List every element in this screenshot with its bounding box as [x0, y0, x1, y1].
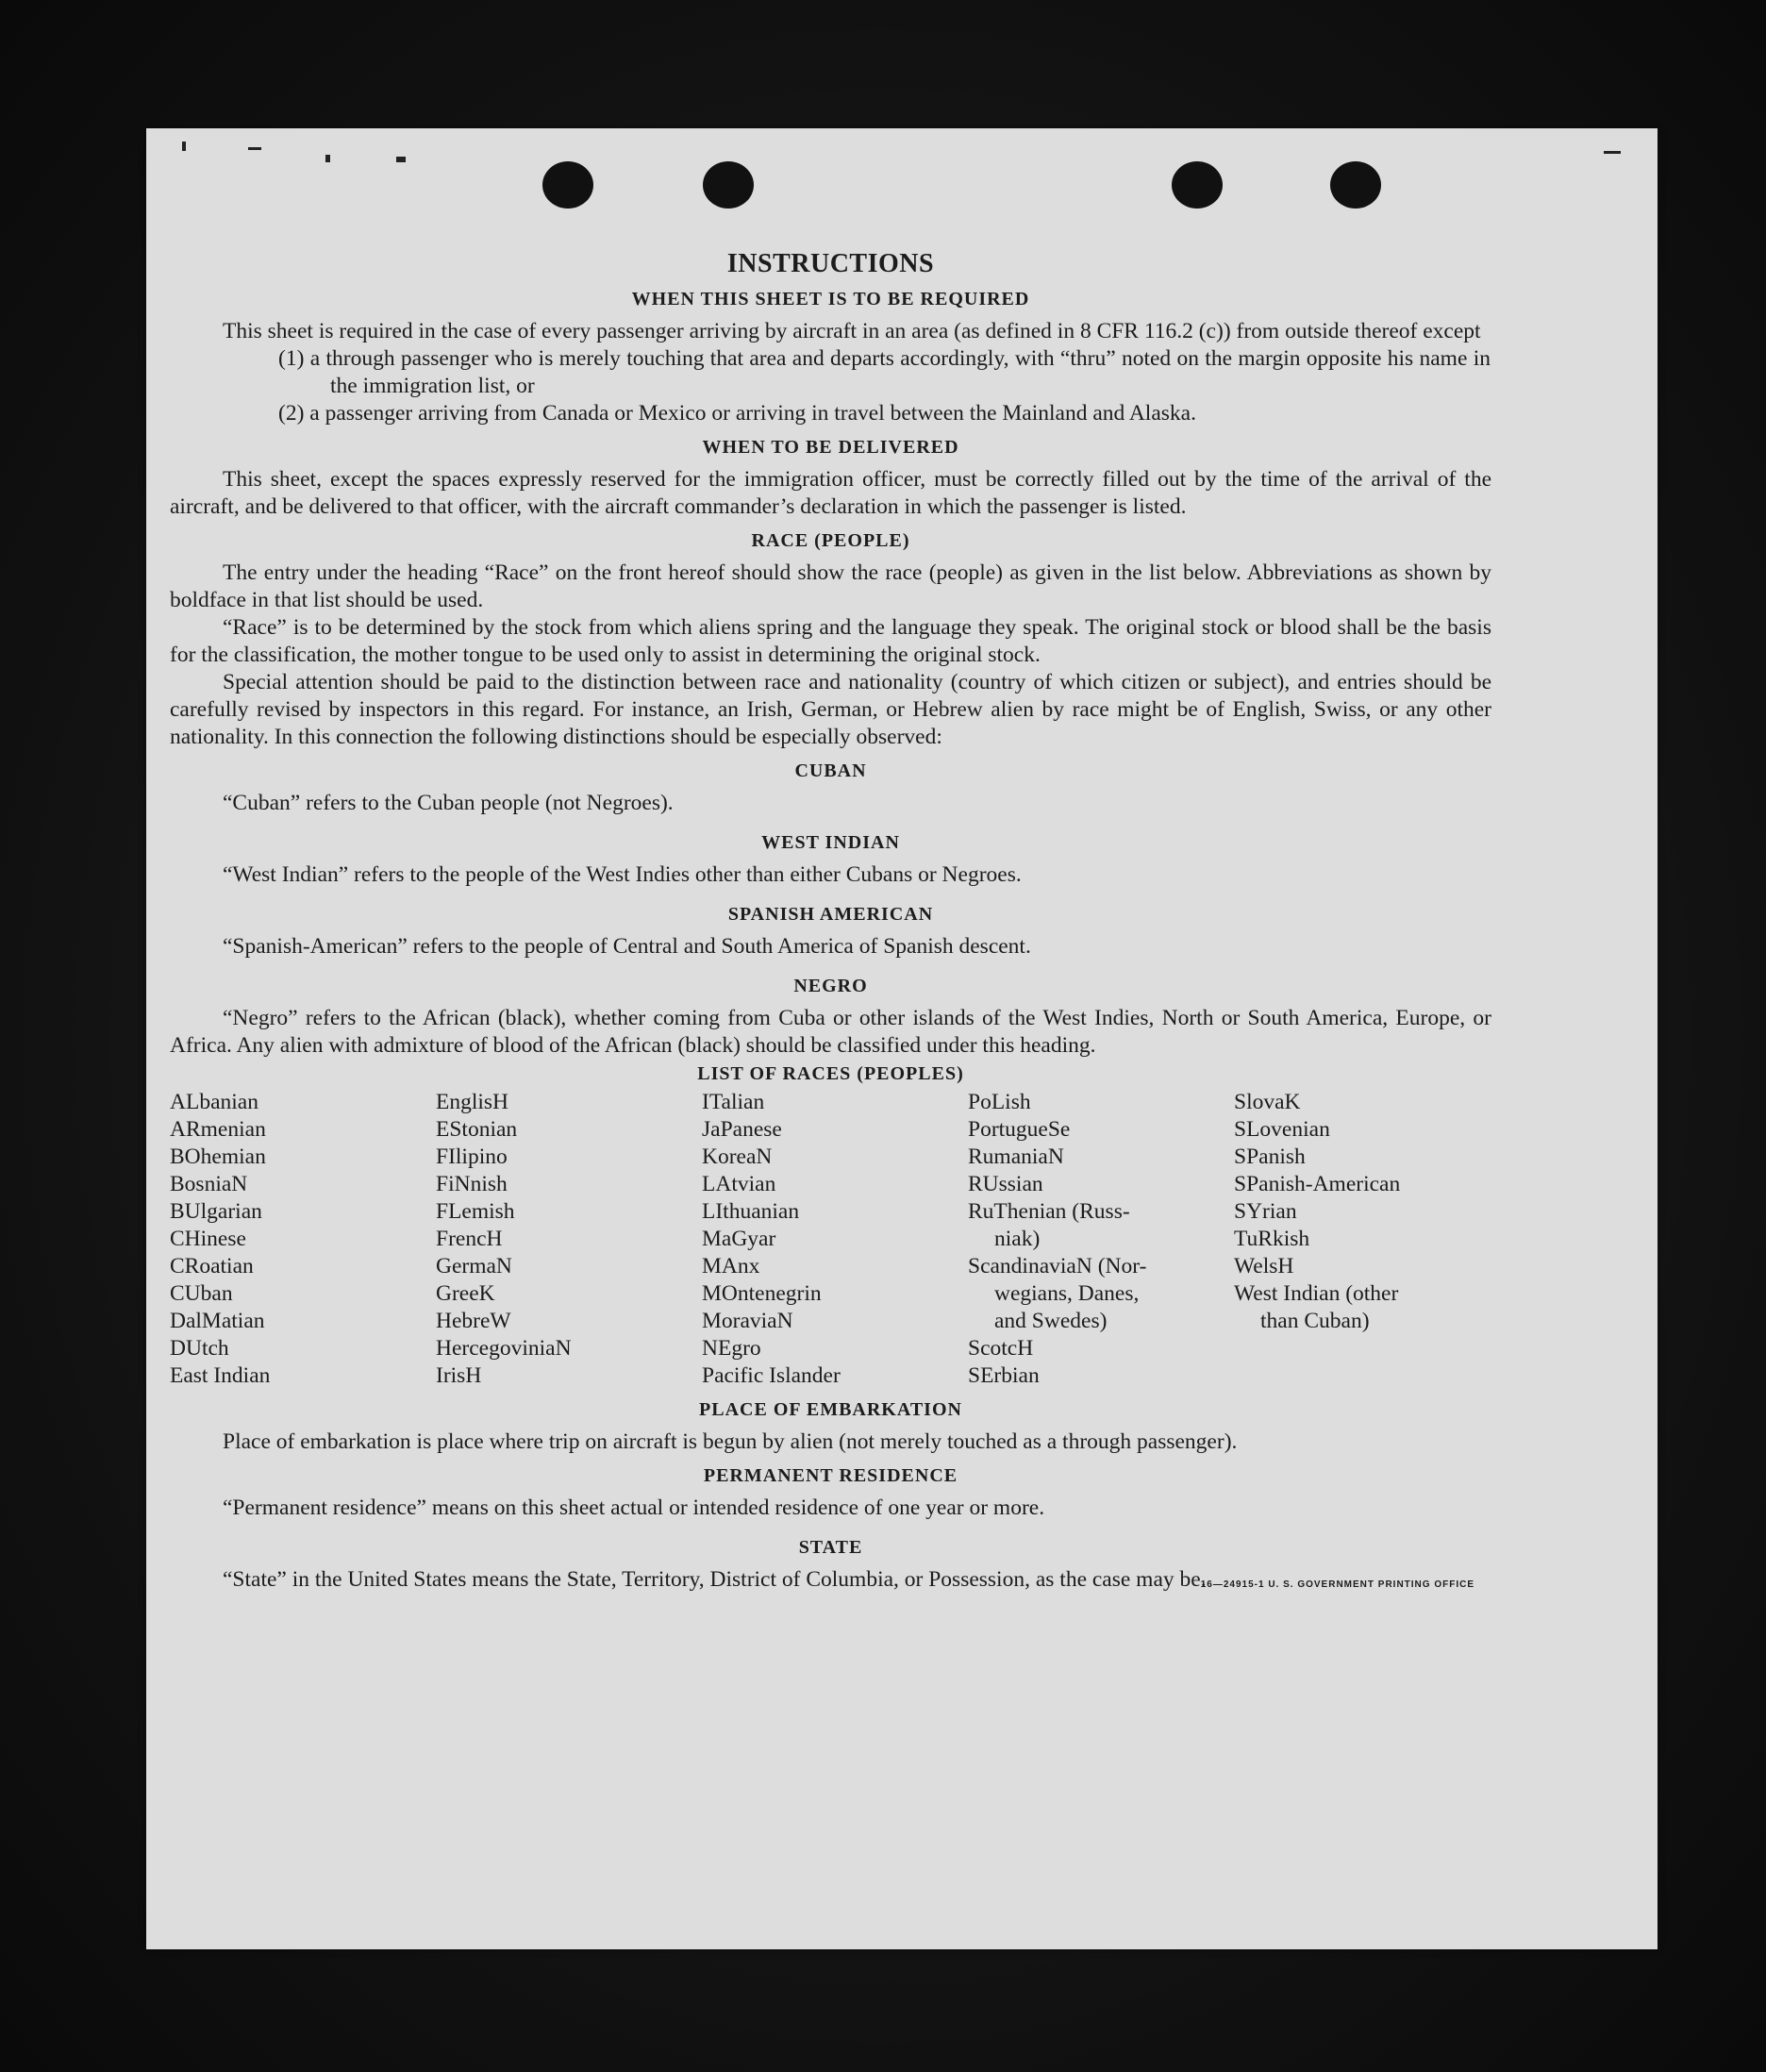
printing-office-imprint: 16—24915-1 U. S. GOVERNMENT PRINTING OFFICE — [1200, 1579, 1474, 1590]
race-entry: WelsH — [1234, 1254, 1294, 1278]
race-entry-continued: wegians, Danes, — [994, 1281, 1140, 1306]
race-entry: FIlipino — [436, 1145, 508, 1169]
dust-speck — [248, 147, 261, 150]
race-entry: SlovaK — [1234, 1090, 1301, 1114]
heading-state: STATE — [798, 1537, 863, 1558]
races-column-5 — [1234, 1089, 1500, 1390]
heading-cuban: CUBAN — [794, 760, 867, 781]
race-entry-continued: niak) — [994, 1227, 1041, 1251]
punch-hole — [1172, 161, 1223, 209]
heading-when-delivered: WHEN TO BE DELIVERED — [702, 437, 959, 458]
race-entry: FrencH — [436, 1227, 503, 1251]
exception-item: (1) a through passenger who is merely touching that area and departs accordingly, with “thru” noted on the margin opposite his name in the immigration list, or — [278, 346, 1491, 398]
race-entry: FiNnish — [436, 1172, 508, 1196]
race-entry: EStonian — [436, 1117, 518, 1142]
heading-list-of-races: LIST OF RACES (PEOPLES) — [697, 1063, 964, 1084]
page-title: INSTRUCTIONS — [726, 249, 935, 278]
race-entry: SYrian — [1234, 1199, 1297, 1224]
instructions-content — [170, 249, 1491, 1594]
race-entry: PoLish — [968, 1090, 1031, 1114]
race-entry: West Indian (other — [1234, 1281, 1399, 1306]
race-entry: KoreaN — [702, 1145, 773, 1169]
race-entry: SPanish — [1234, 1145, 1306, 1169]
heading-negro: NEGRO — [793, 976, 868, 996]
paragraph-when-required: This sheet is required in the case of every passenger arriving by aircraft in an area (as defined in 8 CFR 116.2 (c)) from outside thereof except — [223, 319, 1481, 343]
paragraph-negro: “Negro” refers to the African (black), whether coming from Cuba or other islands of the West Indies, North or South America, Europe, or Africa. Any alien with admixture of blood of the African (black) should be classified under this heading. — [170, 1006, 1491, 1058]
race-entry: FLemish — [436, 1199, 515, 1224]
races-list — [170, 1089, 1500, 1390]
paragraph-west-indian: “West Indian” refers to the people of the West Indies other than either Cubans or Negroes. — [223, 862, 1022, 887]
race-entry: JaPanese — [702, 1117, 782, 1142]
race-entry: MOntenegrin — [702, 1281, 822, 1306]
dust-speck — [325, 155, 330, 162]
race-entry: RumaniaN — [968, 1145, 1064, 1169]
race-entry: NEgro — [702, 1336, 761, 1361]
race-entry: LAtvian — [702, 1172, 776, 1196]
race-entry: MAnx — [702, 1254, 760, 1278]
race-entry: LIthuanian — [702, 1199, 800, 1224]
paragraph-state: “State” in the United States means the State, Territory, District of Columbia, or Possession, as the case may be. — [223, 1567, 1207, 1592]
race-entry: SLovenian — [1234, 1117, 1330, 1142]
race-entry: SErbian — [968, 1363, 1040, 1388]
races-column-1 — [170, 1089, 436, 1390]
race-entry: BUlgarian — [170, 1199, 262, 1224]
heading-west-indian: WEST INDIAN — [761, 832, 900, 853]
dust-speck — [182, 142, 186, 151]
race-entry: MoraviaN — [702, 1309, 793, 1333]
race-entry: EnglisH — [436, 1090, 509, 1114]
punch-hole — [703, 161, 754, 209]
race-entry: CUban — [170, 1281, 233, 1306]
race-entry: GreeK — [436, 1281, 495, 1306]
exception-item: (2) a passenger arriving from Canada or Mexico or arriving in travel between the Mainland and Alaska. — [278, 401, 1196, 426]
race-entry: MaGyar — [702, 1227, 776, 1251]
dust-speck — [1604, 151, 1621, 154]
race-entry: BosniaN — [170, 1172, 248, 1196]
race-entry-continued: than Cuban) — [1260, 1309, 1370, 1333]
paragraph-when-delivered: This sheet, except the spaces expressly reserved for the immigration officer, must be correctly filled out by the time of the arrival of the aircraft, and be delivered to that officer, with the aircraft commander’s declaration in which the passenger is listed. — [170, 467, 1491, 519]
paragraph-permanent-residence: “Permanent residence” means on this sheet actual or intended residence of one year or more. — [223, 1496, 1045, 1520]
race-entry: CRoatian — [170, 1254, 254, 1278]
dust-speck — [396, 157, 406, 162]
race-entry-continued: and Swedes) — [994, 1309, 1108, 1333]
race-entry: ScandinaviaN (Nor- — [968, 1254, 1147, 1278]
heading-race: RACE (PEOPLE) — [751, 530, 910, 551]
race-entry: PortugueSe — [968, 1117, 1071, 1142]
race-entry: ITalian — [702, 1090, 765, 1114]
races-column-3 — [702, 1089, 968, 1390]
race-entry: GermaN — [436, 1254, 512, 1278]
heading-permanent-residence: PERMANENT RESIDENCE — [703, 1465, 958, 1486]
race-entry: IrisH — [436, 1363, 482, 1388]
paragraph-race-1: The entry under the heading “Race” on the front hereof should show the race (people) as given in the list below. Abbreviations as shown by boldface in that list should be used. — [170, 560, 1491, 612]
race-entry: East Indian — [170, 1363, 271, 1388]
race-entry: ALbanian — [170, 1090, 258, 1114]
heading-spanish-american: SPANISH AMERICAN — [727, 904, 934, 925]
heading-when-required: WHEN THIS SHEET IS TO BE REQUIRED — [631, 289, 1030, 309]
document-sheet — [146, 128, 1658, 1949]
race-entry: DUtch — [170, 1336, 229, 1361]
punch-hole — [542, 161, 593, 209]
heading-embarkation: PLACE OF EMBARKATION — [699, 1399, 962, 1420]
race-entry: TuRkish — [1234, 1227, 1310, 1251]
race-entry: ARmenian — [170, 1117, 266, 1142]
race-entry: Pacific Islander — [702, 1363, 841, 1388]
paragraph-race-2: “Race” is to be determined by the stock from which aliens spring and the language they speak. The original stock or blood shall be the basis for the classification, the mother tongue to be used only to assist in determining the original stock. — [170, 615, 1491, 667]
race-entry: RUssian — [968, 1172, 1043, 1196]
race-entry: RuThenian (Russ- — [968, 1199, 1130, 1224]
races-column-2 — [436, 1089, 702, 1390]
race-entry: BOhemian — [170, 1145, 266, 1169]
race-entry: CHinese — [170, 1227, 246, 1251]
punch-hole — [1330, 161, 1381, 209]
race-entry: HebreW — [436, 1309, 511, 1333]
paragraph-cuban: “Cuban” refers to the Cuban people (not Negroes). — [223, 791, 674, 815]
race-entry: HercegoviniaN — [436, 1336, 572, 1361]
race-entry: SPanish-American — [1234, 1172, 1401, 1196]
race-entry: DalMatian — [170, 1309, 265, 1333]
state-block — [170, 1566, 1491, 1594]
paragraph-spanish-american: “Spanish-American” refers to the people of Central and South America of Spanish descent. — [223, 934, 1031, 959]
race-entry: ScotcH — [968, 1336, 1034, 1361]
paragraph-race-3: Special attention should be paid to the distinction between race and nationality (country of which citizen or subject), and entries should be carefully revised by inspectors in this regard. For instance, an Irish, German, or Hebrew alien by race might be of English, Swiss, or any other nationality. In this connection the following distinctions should be especially observed: — [170, 670, 1491, 749]
races-column-4 — [968, 1089, 1234, 1390]
paragraph-embarkation: Place of embarkation is place where trip on aircraft is begun by alien (not merely touched as a through passenger). — [223, 1429, 1238, 1454]
